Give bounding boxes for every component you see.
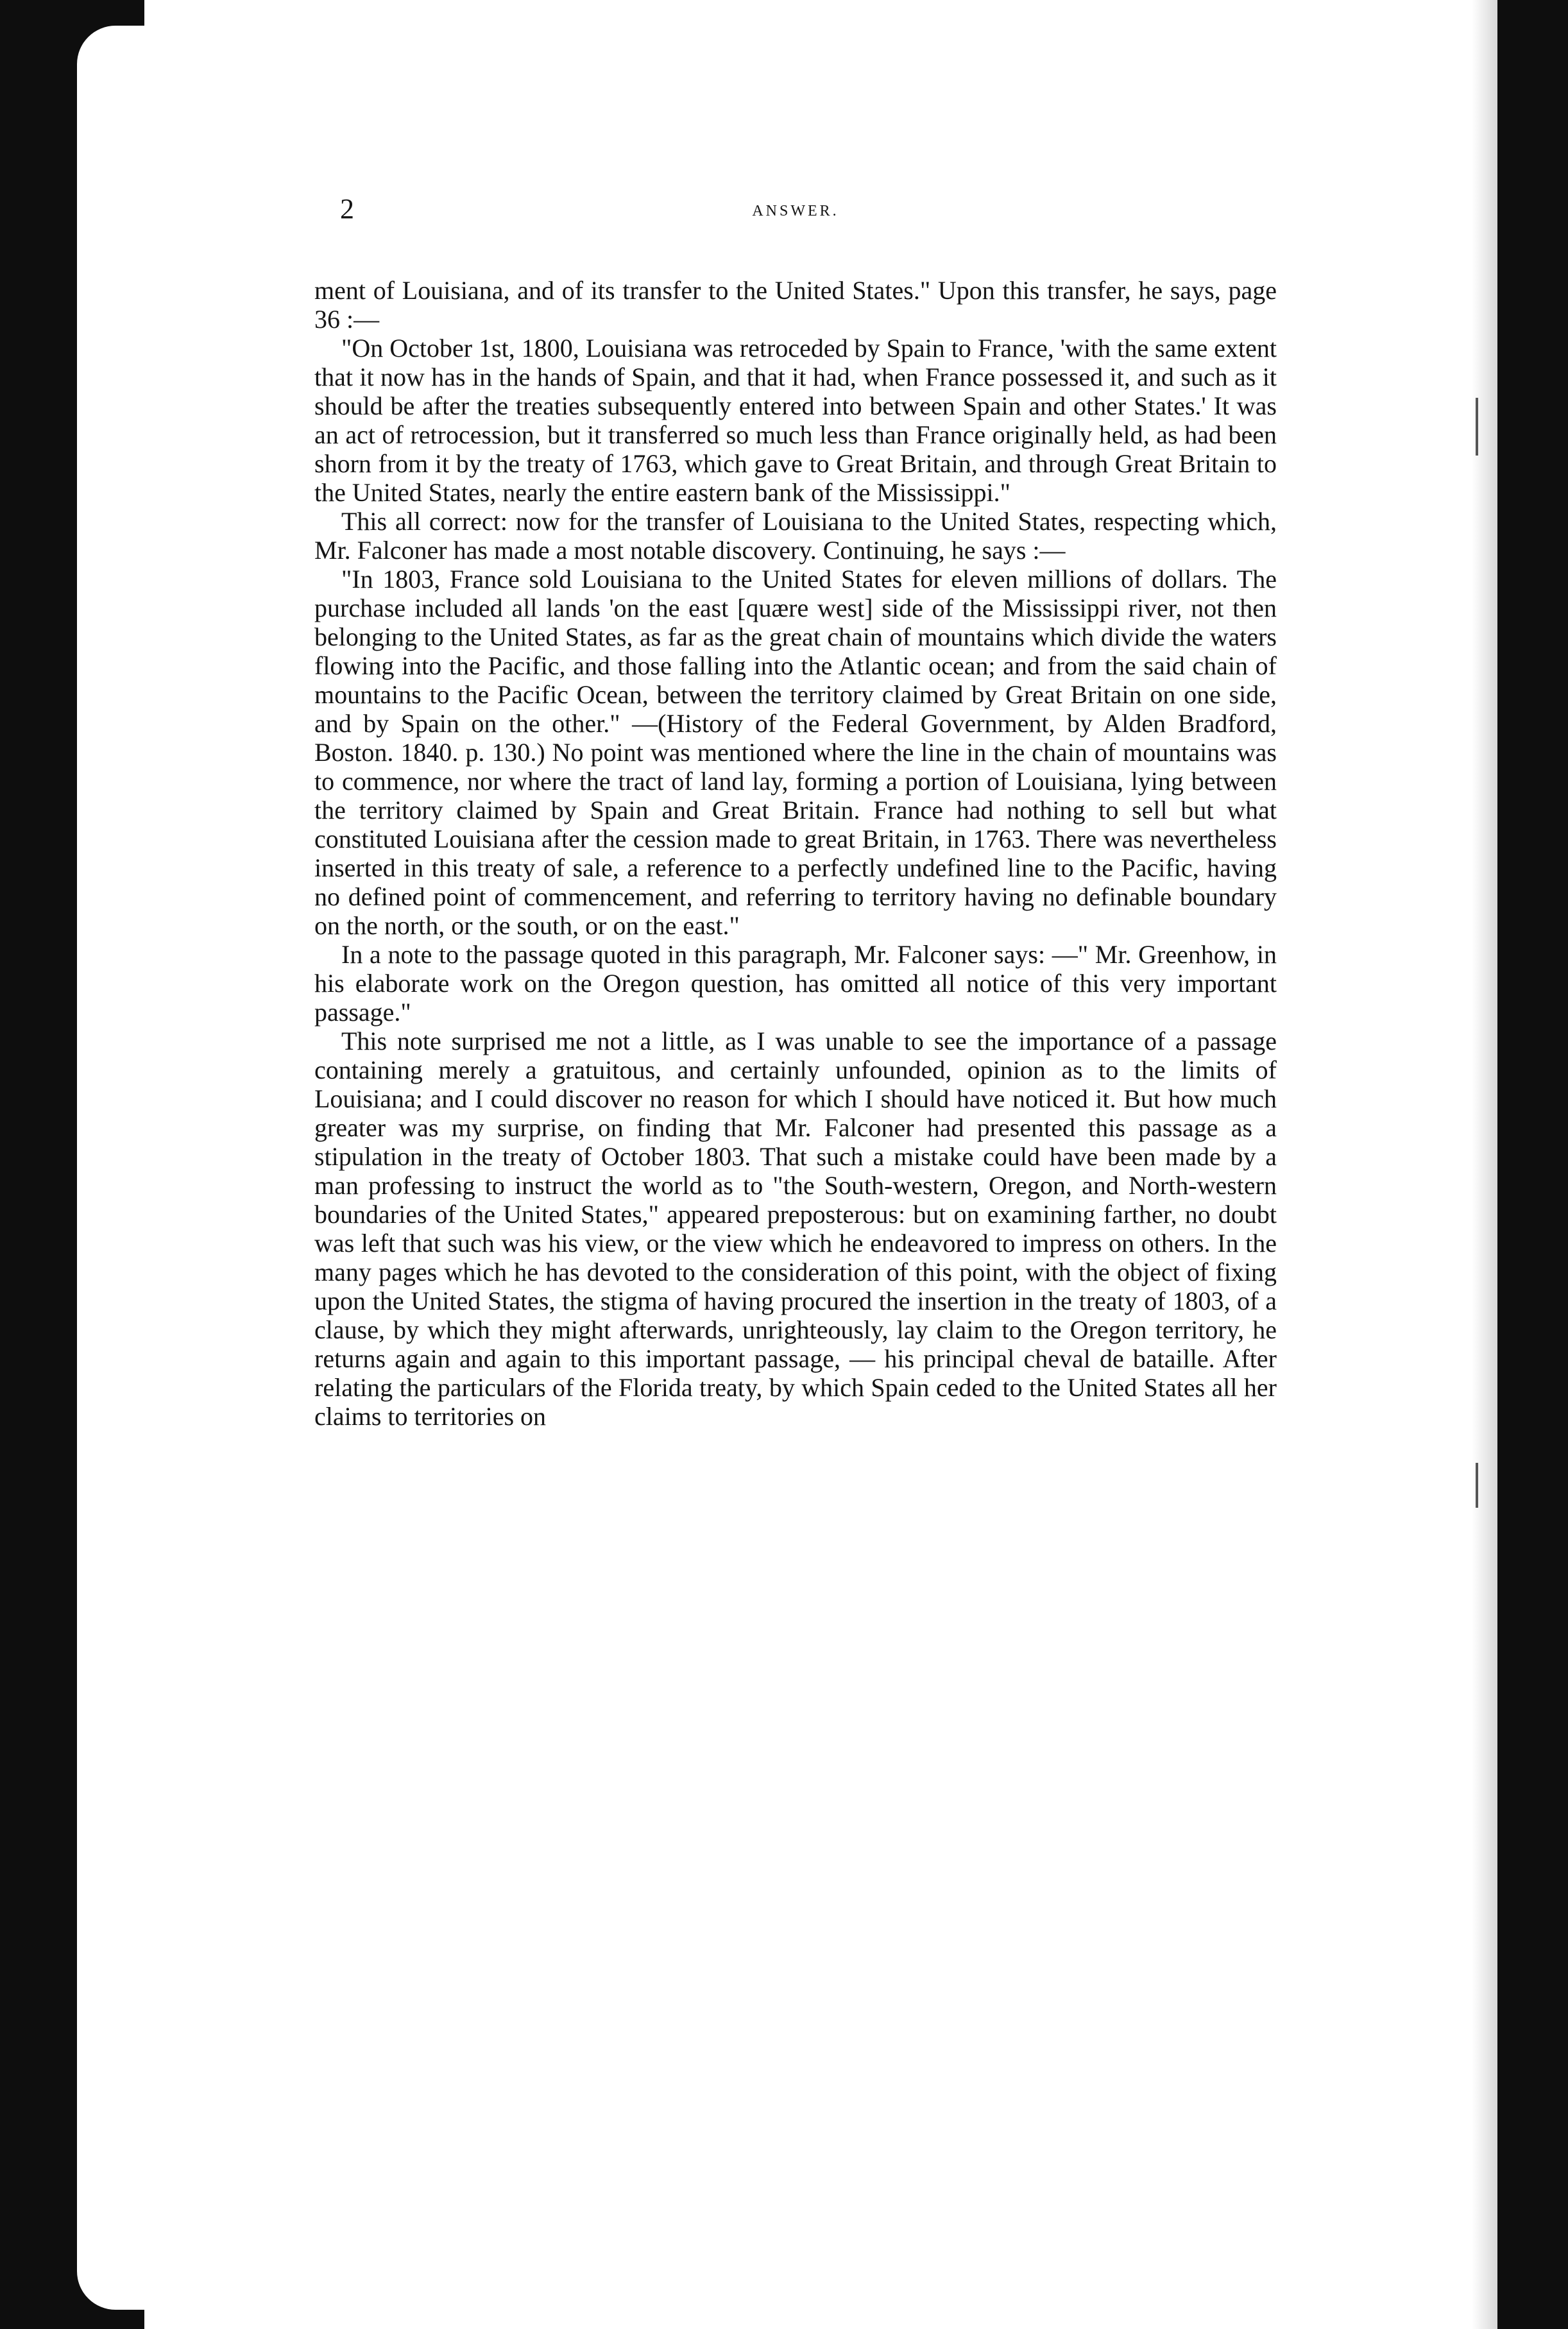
paragraph: "On October 1st, 1800, Louisiana was retroceded by Spain to France, 'with the same extent that it now has in the hands of Spain, and that it had, when France possessed it, and such as it should be after the treaties subsequently entered into between Spain and other States.' It was an act of retrocession, but it transferred so much less than France originally held, as had been shorn from it by the treaty of 1763, which gave to Great Britain, and through Great Britain to the United States, nearly the entire eastern bank of the Mississippi." <box>314 334 1277 507</box>
paragraph: This note surprised me not a little, as I was unable to see the importance of a passage containing merely a gratuitous, and certainly unfounded, opinion as to the limits of Louisiana; and I could discover no reason for which I should have noticed it. But how much greater was my surprise, on finding that Mr. Falconer had presented this passage as a stipulation in the treaty of October 1803. That such a mistake could have been made by a man professing to instruct the world as to "the South-western, Oregon, and North-western boundaries of the United States," appeared preposterous: but on examining farther, no doubt was left that such was his view, or the view which he endeavored to impress on others. In the many pages which he has devoted to the consideration of this point, with the object of fixing upon the United States, the stigma of having procured the insertion in the treaty of 1803, of a clause, by which they might afterwards, unrighteously, lay claim to the Oregon territory, he returns again and again to this important passage, — his principal cheval de bataille. After relating the particulars of the Florida treaty, by which Spain ceded to the United States all her claims to territories on <box>314 1027 1277 1431</box>
page-gutter-shadow <box>1472 0 1497 2329</box>
page-edge-curve <box>77 26 205 2310</box>
gutter-mark <box>1476 1463 1478 1508</box>
page-content <box>314 186 1277 1431</box>
scan-border-right <box>1497 0 1568 2329</box>
paragraph: This all correct: now for the transfer of Louisiana to the United States, respecting which, Mr. Falconer has made a most notable discovery. Continuing, he says :— <box>314 507 1277 565</box>
body-text <box>314 276 1277 1431</box>
running-head <box>314 186 1277 237</box>
paragraph-continued: ment of Louisiana, and of its transfer to the United States." Upon this transfer, he says, page 36 :— <box>314 276 1277 334</box>
paragraph: In a note to the passage quoted in this paragraph, Mr. Falconer says: —" Mr. Greenhow, in his elaborate work on the Oregon question, has omitted all notice of this very important passage." <box>314 940 1277 1027</box>
page-number: 2 <box>340 193 354 225</box>
paragraph: "In 1803, France sold Louisiana to the United States for eleven millions of dollars. The purchase included all lands 'on the east [quære west] side of the Mississippi river, not then belonging to the United States, as far as the great chain of mountains which divide the waters flowing into the Pacific, and those falling into the Atlantic ocean; and from the said chain of mountains to the Pacific Ocean, between the territory claimed by Great Britain on one side, and by Spain on the other." —(History of the Federal Government, by Alden Bradford, Boston. 1840. p. 130.) No point was mentioned where the line in the chain of mountains was to commence, nor where the tract of land lay, forming a portion of Louisiana, lying between the territory claimed by Spain and Great Britain. France had nothing to sell but what constituted Louisiana after the cession made to great Britain, in 1763. There was nevertheless inserted in this treaty of sale, a reference to a perfectly undefined line to the Pacific, having no defined point of commencement, and referring to territory having no definable boundary on the north, or the south, or on the east." <box>314 565 1277 940</box>
gutter-mark <box>1476 398 1478 456</box>
running-title: ANSWER. <box>752 203 839 219</box>
